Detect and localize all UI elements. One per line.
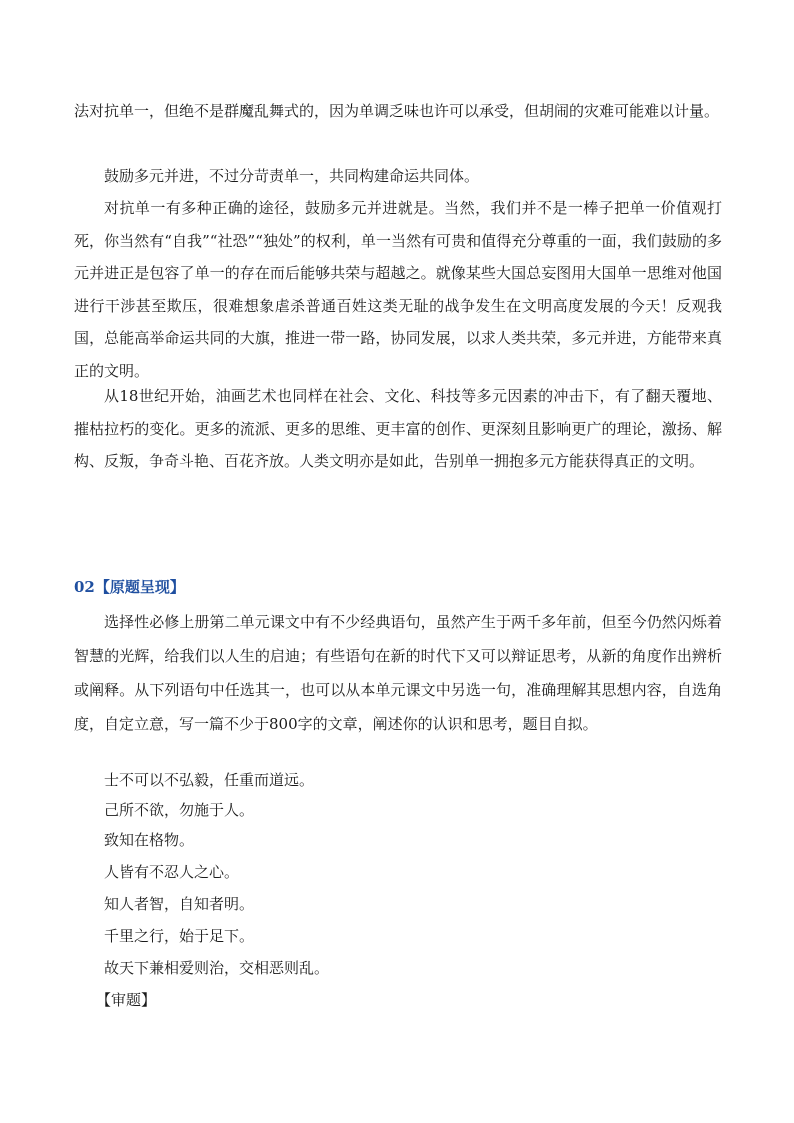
paragraph-continuation: 法对抗单一，但绝不是群魔乱舞式的，因为单调乏味也许可以承受，但胡闹的灾难可能难以计量。 xyxy=(74,102,720,120)
paragraph-argument: 对抗单一有多种正确的途径，鼓励多元并进就是。当然，我们并不是一棒子把单一价值观打死，你当然有“自我”“社恐”“独处”的权利，单一当然有可贵和值得充分尊重的一面，我们鼓励的多元并进正是包容了单一的存在而后能够共荣与超越之。就像某些大国总妄图用大国单一思维对他国进行干涉甚至欺压，很难想象虐杀普通百姓这类无耻的战争发生在文明高度发展的今天！反观我国，总能高举命运共同的大旗，推进一带一路，协同发展，以求人类共荣，多元并进，方能带来真正的文明。 xyxy=(74,199,722,380)
paragraph-example: 从18世纪开始，油画艺术也同样在社会、文化、科技等多元因素的冲击下，有了翻天覆地、摧枯拉朽的变化。更多的流派、更多的思维、更丰富的创作、更深刻且影响更广的理论，激扬、解构、反叛，争奇斗艳、百花齐放。人类文明亦是如此，告别单一拥抱多元方能获得真正的文明。 xyxy=(74,387,722,470)
prompt-paragraph: 选择性必修上册第二单元课文中有不少经典语句，虽然产生于两千多年前，但至今仍然闪烁着智慧的光辉，给我们以人生的启迪；有些语句在新的时代下又可以辩证思考，从新的角度作出辨析或阐释。从下列语句中任选其一，也可以从本单元课文中另选一句，准确理解其思想内容，自选角度，自定立意，写一篇不少于800字的文章，阐述你的认识和思考，题目自拟。 xyxy=(74,613,722,733)
paragraph-thesis: 鼓励多元并进，不过分苛责单一，共同构建命运共同体。 xyxy=(104,167,480,185)
quote-item: 人皆有不忍人之心。 xyxy=(104,863,240,881)
quote-item: 己所不欲，勿施于人。 xyxy=(104,801,255,819)
quote-item: 知人者智，自知者明。 xyxy=(104,895,255,913)
quote-item: 千里之行，始于足下。 xyxy=(104,927,255,945)
quote-item: 致知在格物。 xyxy=(104,831,195,849)
quote-item: 故天下兼相爱则治，交相恶则乱。 xyxy=(104,959,330,977)
quote-item: 士不可以不弘毅，任重而道远。 xyxy=(104,771,315,789)
subheading-review: 【审题】 xyxy=(96,991,157,1009)
section-heading: 02【原题呈现】 xyxy=(74,578,185,596)
